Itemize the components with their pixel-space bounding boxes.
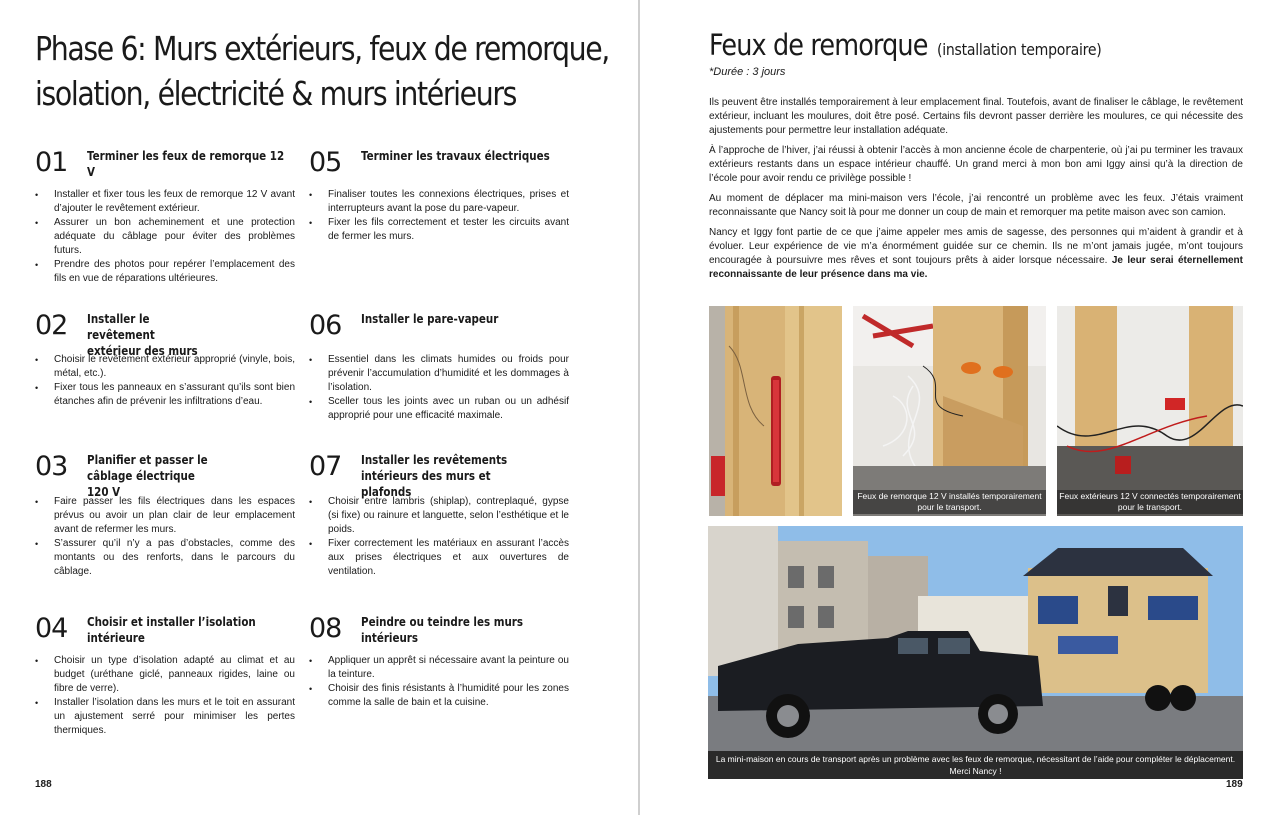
step-title: Installer les revêtements intérieurs des murs et plafonds bbox=[361, 453, 508, 499]
caption-photo3: Feux extérieurs 12 V connectés temporairement pour le transport. bbox=[1057, 490, 1243, 514]
step-number: 07 bbox=[309, 451, 342, 482]
list-item: • Fixer tous les panneaux en s’assurant qu’ils sont bien étanches afin de prévenir les infiltrations d’eau. bbox=[35, 381, 295, 409]
paragraph: Au moment de déplacer ma mini-maison vers l’école, j’ai rencontré un problème avec les feux. J’étais vraiment reconnaissante que Nancy soit là pour me donner un coup de main et remorquer ma petite maison avec son camion. bbox=[709, 193, 1243, 218]
step-list bbox=[35, 353, 295, 409]
photo-lights-installed bbox=[853, 306, 1046, 516]
section-title-suffix: (installation temporaire) bbox=[936, 40, 1102, 59]
list-item: • Installer l’isolation dans les murs et le toit en assurant un ajustement serré pour minimiser les pertes thermiques. bbox=[35, 696, 295, 738]
paragraph-bold: Je leur serai éternellement reconnaissante de leur présence dans ma vie. bbox=[709, 255, 1243, 280]
step-title: Planifier et passer le câblage électrique 120 V bbox=[87, 453, 208, 499]
phase-title: Phase 6: Murs extérieurs, feux de remorque, isolation, électricité & murs intérieurs bbox=[35, 29, 609, 113]
left-page bbox=[0, 0, 638, 815]
step-list bbox=[309, 495, 569, 579]
photo-lights-installed-image bbox=[853, 306, 1046, 516]
list-item: • Assurer un bon acheminement et une protection adéquate du câblage pour éviter des problèmes futurs. bbox=[35, 216, 295, 258]
step-number: 05 bbox=[309, 147, 342, 178]
list-item: • Sceller tous les joints avec un ruban ou un adhésif approprié pour une efficacité maximale. bbox=[309, 395, 569, 423]
list-item: • Fixer les fils correctement et tester les circuits avant de fermer les murs. bbox=[309, 216, 569, 244]
section-title-main: Feux de remorque bbox=[709, 28, 928, 62]
list-item: • S’assurer qu’il n’y a pas d’obstacles, comme des montants ou des renforts, dans le parcours du câblage. bbox=[35, 537, 295, 579]
list-item: • Faire passer les fils électriques dans les espaces prévus ou avoir un plan clair de leur emplacement avant de refermer les murs. bbox=[35, 495, 295, 537]
duration: *Durée : 3 jours bbox=[709, 66, 786, 78]
step-list bbox=[35, 188, 295, 286]
list-item: • Fixer correctement les matériaux en assurant l’accès aux prises électriques et aux ouvertures de ventilation. bbox=[309, 537, 569, 579]
photo-lights-connected-image bbox=[1057, 306, 1243, 516]
step-title: Peindre ou teindre les murs intérieurs bbox=[361, 615, 524, 645]
step-list bbox=[309, 654, 569, 710]
step-number: 01 bbox=[35, 147, 68, 178]
step-list bbox=[35, 495, 295, 579]
paragraph: À l’approche de l’hiver, j’ai réussi à obtenir l’accès à mon ancienne école de charpenterie, où j’ai pu terminer les travaux extérieurs restants dans un espace intérieur chauffé. Un grand merci à mon bon ami Iggy ainsi qu’à la direction de l’école pour avoir rendu ce privilège possible ! bbox=[709, 145, 1243, 184]
list-item: • Prendre des photos pour repérer l’emplacement des fils en vue de réparations ultérieures. bbox=[35, 258, 295, 286]
section-title bbox=[709, 28, 1124, 62]
step-number: 04 bbox=[35, 613, 68, 644]
step-list bbox=[309, 353, 569, 423]
photo-trailer-light-image bbox=[709, 306, 842, 516]
list-item: • Essentiel dans les climats humides ou froids pour prévenir l’accumulation d’humidité et les dommages à l’isolation. bbox=[309, 353, 569, 395]
paragraph bbox=[709, 226, 1243, 282]
page-number: 189 bbox=[1226, 779, 1243, 790]
paragraph: Ils peuvent être installés temporairement à leur emplacement final. Toutefois, avant de finaliser le câblage, le revêtement extérieur, incluant les moulures, doit être posé. Certains fils devront passer derrière les moulures, ce qui nécessite des ajustements pour permettre leur installation adéquate. bbox=[709, 97, 1243, 136]
step-number: 06 bbox=[309, 310, 342, 341]
list-item: • Choisir un type d’isolation adapté au climat et au budget (uréthane giclé, panneaux rigides, laine ou fibre de verre). bbox=[35, 654, 295, 696]
caption-photo4-line1: La mini-maison en cours de transport après un problème avec les feux de remorque, nécessitant de l’aide pour compléter le déplacement. bbox=[715, 754, 1236, 764]
step-title: Installer le revêtement extérieur des murs bbox=[87, 312, 198, 358]
caption-photo2: Feux de remorque 12 V installés temporairement pour le transport. bbox=[853, 490, 1046, 514]
photo-lights-connected bbox=[1057, 306, 1243, 516]
step-number: 03 bbox=[35, 451, 68, 482]
photo-truck-towing-image bbox=[708, 526, 1243, 752]
step-title: Terminer les travaux électriques bbox=[361, 149, 550, 163]
photo-trailer-light bbox=[709, 306, 842, 516]
step-title: Terminer les feux de remorque 12 V bbox=[87, 149, 285, 179]
step-title: Choisir et installer l’isolation intérieure bbox=[87, 615, 256, 645]
list-item: • Choisir entre lambris (shiplap), contreplaqué, gypse (si fixe) ou rainure et languette, selon l’esthétique et le poids. bbox=[309, 495, 569, 537]
list-item: • Installer et fixer tous les feux de remorque 12 V avant d’ajouter le revêtement extérieur. bbox=[35, 188, 295, 216]
step-list bbox=[35, 654, 295, 738]
list-item: • Choisir le revêtement extérieur approprié (vinyle, bois, métal, etc.). bbox=[35, 353, 295, 381]
paragraph-text: Nancy et Iggy font partie de ce que j’aime appeler mes amis de sagesse, des personnes qui m’aident à grandir et à évoluer. Leur expérience de vie m’a énormément guidée sur ce chemin. Ils ne m’ont jamais jugée, m’ont toujours encouragée à poursuivre mes rêves et sont toujours prêts à aider lorsque nécessaire. bbox=[709, 227, 1243, 266]
list-item: • Choisir des finis résistants à l’humidité pour les zones comme la salle de bain et la cuisine. bbox=[309, 682, 569, 710]
list-item: • Appliquer un apprêt si nécessaire avant la peinture ou la teinture. bbox=[309, 654, 569, 682]
step-list bbox=[309, 188, 569, 244]
caption-photo4 bbox=[708, 751, 1243, 779]
photo-truck-towing bbox=[708, 526, 1243, 752]
step-title: Installer le pare-vapeur bbox=[361, 312, 499, 326]
step-number: 08 bbox=[309, 613, 342, 644]
step-number: 02 bbox=[35, 310, 68, 341]
page-number: 188 bbox=[35, 779, 52, 790]
list-item: • Finaliser toutes les connexions électriques, prises et interrupteurs avant la pose du pare-vapeur. bbox=[309, 188, 569, 216]
caption-photo4-line2: Merci Nancy ! bbox=[949, 766, 1002, 776]
body-text bbox=[709, 96, 1243, 288]
